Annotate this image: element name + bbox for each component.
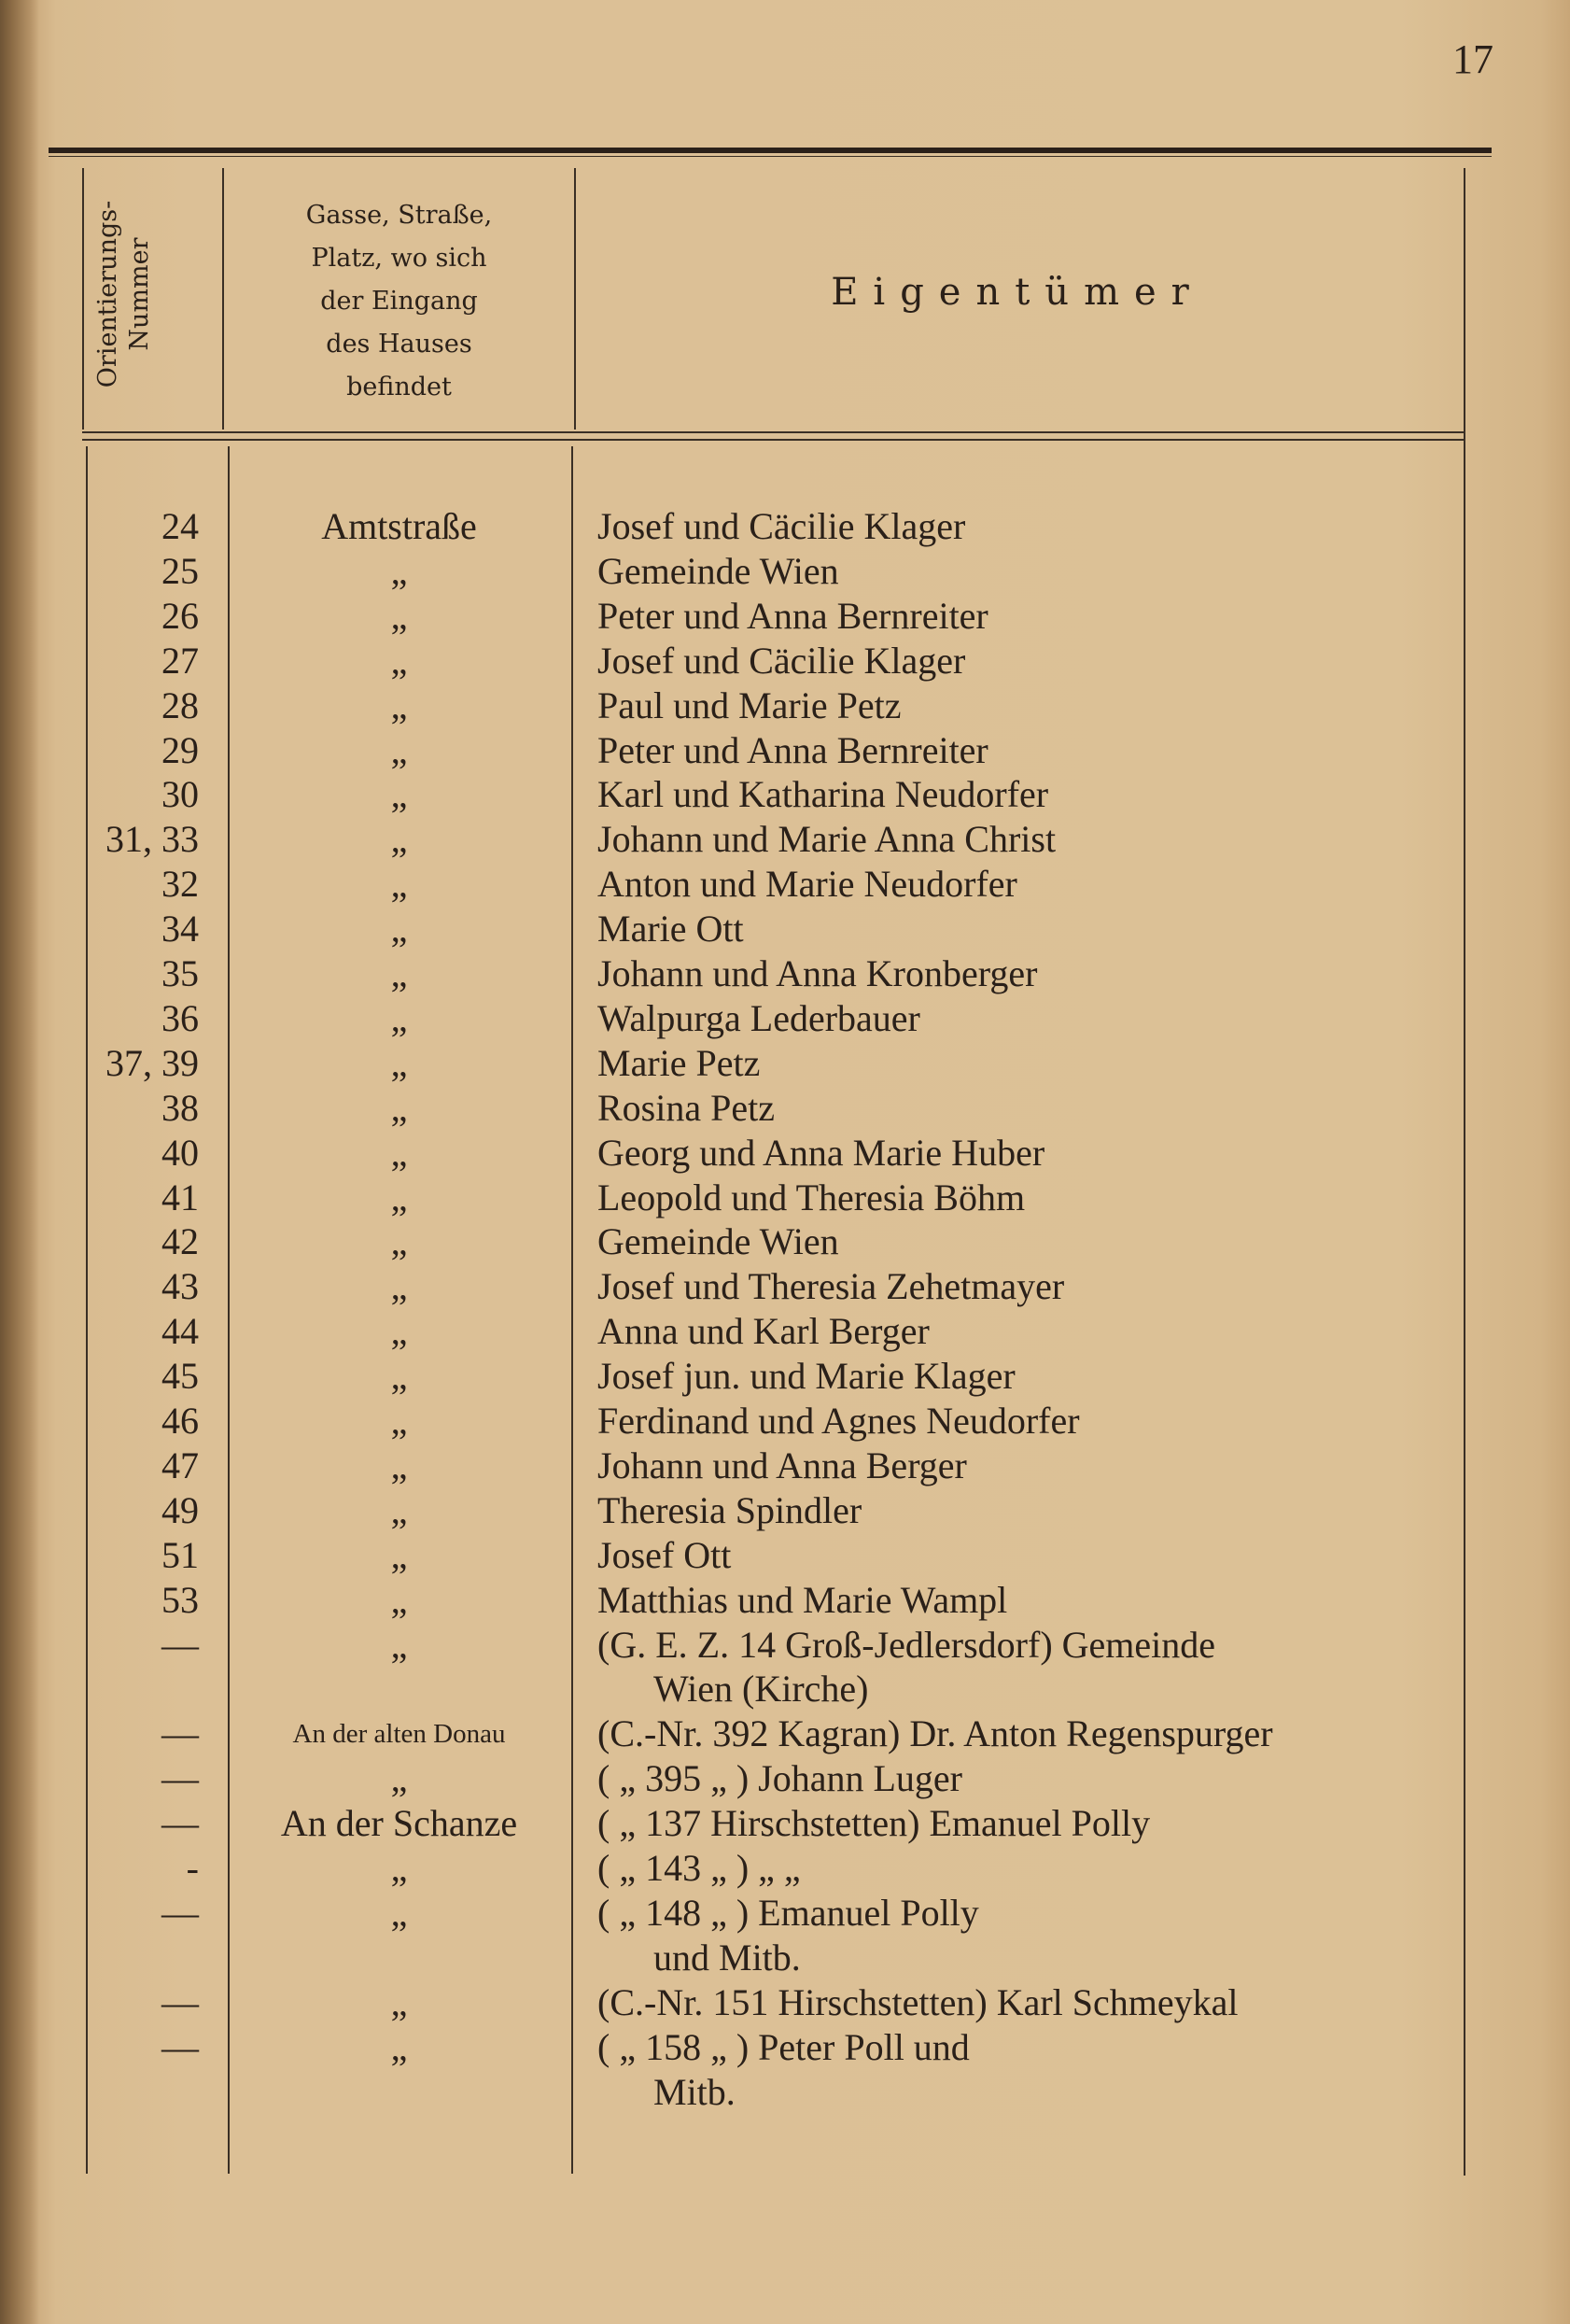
owner-name: Josef und Cäcilie Klager <box>597 639 966 682</box>
table-row <box>0 1936 1570 1980</box>
orientation-number: 44 <box>161 1310 199 1353</box>
street-name: „ <box>390 863 408 906</box>
owner-name: Anna und Karl Berger <box>597 1310 930 1353</box>
table-row <box>0 728 1570 773</box>
owner-name: Anton und Marie Neudorfer <box>597 863 1017 906</box>
street-name: „ <box>390 1176 408 1218</box>
owner-name: Marie Ott <box>597 908 744 951</box>
owner-name: Peter und Anna Bernreiter <box>597 728 988 771</box>
orientation-number: 32 <box>161 863 199 906</box>
table-row <box>0 549 1570 594</box>
table-row <box>0 1444 1570 1488</box>
orientation-number: 29 <box>161 728 199 771</box>
street-name: „ <box>390 728 408 771</box>
owner-name: und Mitb. <box>653 1936 801 1979</box>
orientation-number: 40 <box>161 1131 199 1174</box>
table-row <box>0 772 1570 817</box>
owner-name: (C.-Nr. 151 Hirschstetten) Karl Schmeykal <box>597 1980 1239 2023</box>
owner-name: ( „ 395 „ ) Johann Luger <box>597 1757 962 1800</box>
orientation-number: — <box>161 1891 199 1934</box>
orientation-number: 53 <box>161 1578 199 1621</box>
street-name: „ <box>390 1444 408 1486</box>
table-row <box>0 1354 1570 1399</box>
street-name: „ <box>390 549 408 592</box>
table-row <box>0 1756 1570 1801</box>
owner-name: Gemeinde Wien <box>597 1220 839 1263</box>
header-owner-column: Eigentümer <box>831 271 1204 314</box>
table-row <box>0 1667 1570 1711</box>
street-name: „ <box>390 818 408 861</box>
street-name: „ <box>390 2025 408 2068</box>
orientation-number: 46 <box>161 1400 199 1442</box>
orientation-number: 45 <box>161 1355 199 1398</box>
street-name: „ <box>390 683 408 726</box>
owner-name: Theresia Spindler <box>597 1488 862 1531</box>
orientation-number: 34 <box>161 908 199 951</box>
orientation-number: 24 <box>161 505 199 547</box>
header-number-label: Orientierungs- Nummer <box>93 200 154 388</box>
owner-name: Karl und Katharina Neudorfer <box>597 773 1049 816</box>
owner-name: Josef jun. und Marie Klager <box>597 1355 1016 1398</box>
orientation-number: 38 <box>161 1086 199 1129</box>
table-row <box>0 1891 1570 1936</box>
street-name: „ <box>390 1578 408 1621</box>
orientation-number: 43 <box>161 1265 199 1308</box>
street-name: „ <box>390 1041 408 1084</box>
owner-name: Josef und Cäcilie Klager <box>597 505 966 547</box>
owner-name: Leopold und Theresia Böhm <box>597 1176 1026 1218</box>
table-top-rule-thin <box>49 156 1492 157</box>
street-name: „ <box>390 1310 408 1353</box>
street-name: „ <box>390 1891 408 1934</box>
orientation-number: 42 <box>161 1220 199 1263</box>
owner-name: (C.-Nr. 392 Kagran) Dr. Anton Regenspurger <box>597 1712 1273 1755</box>
owner-name: Mitb. <box>653 2070 736 2113</box>
street-name: „ <box>390 952 408 994</box>
orientation-number: — <box>161 2025 199 2068</box>
orientation-number: — <box>161 1712 199 1755</box>
table-row <box>0 1846 1570 1891</box>
table-row <box>0 1131 1570 1176</box>
street-name: „ <box>390 1847 408 1889</box>
owner-name: ( „ 158 „ ) Peter Poll und <box>597 2025 970 2068</box>
orientation-number: 27 <box>161 639 199 682</box>
street-name: „ <box>390 1980 408 2023</box>
table-row <box>0 1711 1570 1756</box>
owner-name: Marie Petz <box>597 1041 761 1084</box>
orientation-number: 26 <box>161 594 199 637</box>
orientation-number: 36 <box>161 996 199 1039</box>
owner-name: Josef und Theresia Zehetmayer <box>597 1265 1065 1308</box>
table-row <box>0 1533 1570 1578</box>
table-row <box>0 1399 1570 1444</box>
table-row <box>0 1309 1570 1354</box>
owner-name: Paul und Marie Petz <box>597 683 902 726</box>
table-row <box>0 1086 1570 1131</box>
street-name: „ <box>390 1265 408 1308</box>
orientation-number: 28 <box>161 683 199 726</box>
street-name: „ <box>390 1220 408 1263</box>
table-row <box>0 1801 1570 1846</box>
street-name: Amtstraße <box>321 505 477 547</box>
table-row <box>0 907 1570 951</box>
owner-name: ( „ 143 „ ) „ „ <box>597 1847 801 1889</box>
street-name: „ <box>390 1623 408 1666</box>
owner-name: Walpurga Lederbauer <box>597 996 920 1039</box>
table-row <box>0 1980 1570 2025</box>
table-row <box>0 1488 1570 1533</box>
orientation-number: — <box>161 1980 199 2023</box>
street-name: „ <box>390 1488 408 1531</box>
owner-name: Wien (Kirche) <box>653 1668 869 1711</box>
table-row <box>0 1578 1570 1623</box>
owner-name: Johann und Anna Berger <box>597 1444 967 1486</box>
table-row <box>0 594 1570 639</box>
table-row <box>0 2070 1570 2115</box>
street-name: „ <box>390 773 408 816</box>
owner-name: Rosina Petz <box>597 1086 775 1129</box>
table-row <box>0 683 1570 728</box>
street-name: „ <box>390 594 408 637</box>
table-row <box>0 951 1570 996</box>
orientation-number: 25 <box>161 549 199 592</box>
table-row <box>0 1176 1570 1220</box>
street-name: „ <box>390 1355 408 1398</box>
orientation-number: — <box>161 1802 199 1845</box>
page-number: 17 <box>1452 36 1493 82</box>
orientation-number: 31, 33 <box>105 818 199 861</box>
orientation-number: — <box>161 1623 199 1666</box>
orientation-number: 41 <box>161 1176 199 1218</box>
orientation-number: 35 <box>161 952 199 994</box>
owner-name: Ferdinand und Agnes Neudorfer <box>597 1400 1080 1442</box>
owner-name: ( „ 137 Hirschstetten) Emanuel Polly <box>597 1802 1151 1845</box>
orientation-number: 47 <box>161 1444 199 1486</box>
header-bottom-rule-2 <box>82 439 1464 441</box>
owner-name: Georg und Anna Marie Huber <box>597 1131 1045 1174</box>
owner-name: Gemeinde Wien <box>597 549 839 592</box>
orientation-number: 51 <box>161 1533 199 1576</box>
table-row <box>0 862 1570 907</box>
table-row <box>0 1219 1570 1264</box>
table-row <box>0 1264 1570 1309</box>
table-top-rule <box>49 148 1492 153</box>
owner-name: Peter und Anna Bernreiter <box>597 594 988 637</box>
owner-name: ( „ 148 „ ) Emanuel Polly <box>597 1891 979 1934</box>
street-name: „ <box>390 1131 408 1174</box>
street-name: An der Schanze <box>280 1802 518 1845</box>
owner-name: Johann und Anna Kronberger <box>597 952 1038 994</box>
street-name: „ <box>390 908 408 951</box>
owner-name: Josef Ott <box>597 1533 732 1576</box>
owner-name: Matthias und Marie Wampl <box>597 1578 1008 1621</box>
header-number-column <box>82 168 166 420</box>
orientation-number: 37, 39 <box>105 1041 199 1084</box>
street-name: „ <box>390 1086 408 1129</box>
header-street-column: Gasse, Straße, Platz, wo sich der Eingang des Hauses befindet <box>305 201 493 401</box>
owner-name: Johann und Marie Anna Christ <box>597 818 1057 861</box>
orientation-number: 30 <box>161 773 199 816</box>
street-name: „ <box>390 1757 408 1800</box>
street-name: „ <box>390 1533 408 1576</box>
table-row <box>0 1041 1570 1086</box>
table-row <box>0 996 1570 1041</box>
street-name: „ <box>390 996 408 1039</box>
table-row <box>0 504 1570 549</box>
orientation-number: — <box>161 1757 199 1800</box>
table-row <box>0 1623 1570 1668</box>
orientation-number: - <box>186 1847 199 1889</box>
table-row <box>0 2025 1570 2070</box>
orientation-number: 49 <box>161 1488 199 1531</box>
header-bottom-rule <box>82 431 1464 433</box>
owner-name: (G. E. Z. 14 Groß-Jedlersdorf) Gemeinde <box>597 1623 1216 1666</box>
street-name: An der alten Donau <box>292 1719 506 1750</box>
street-name: „ <box>390 1400 408 1442</box>
table-row <box>0 817 1570 862</box>
table-row <box>0 639 1570 683</box>
street-name: „ <box>390 639 408 682</box>
